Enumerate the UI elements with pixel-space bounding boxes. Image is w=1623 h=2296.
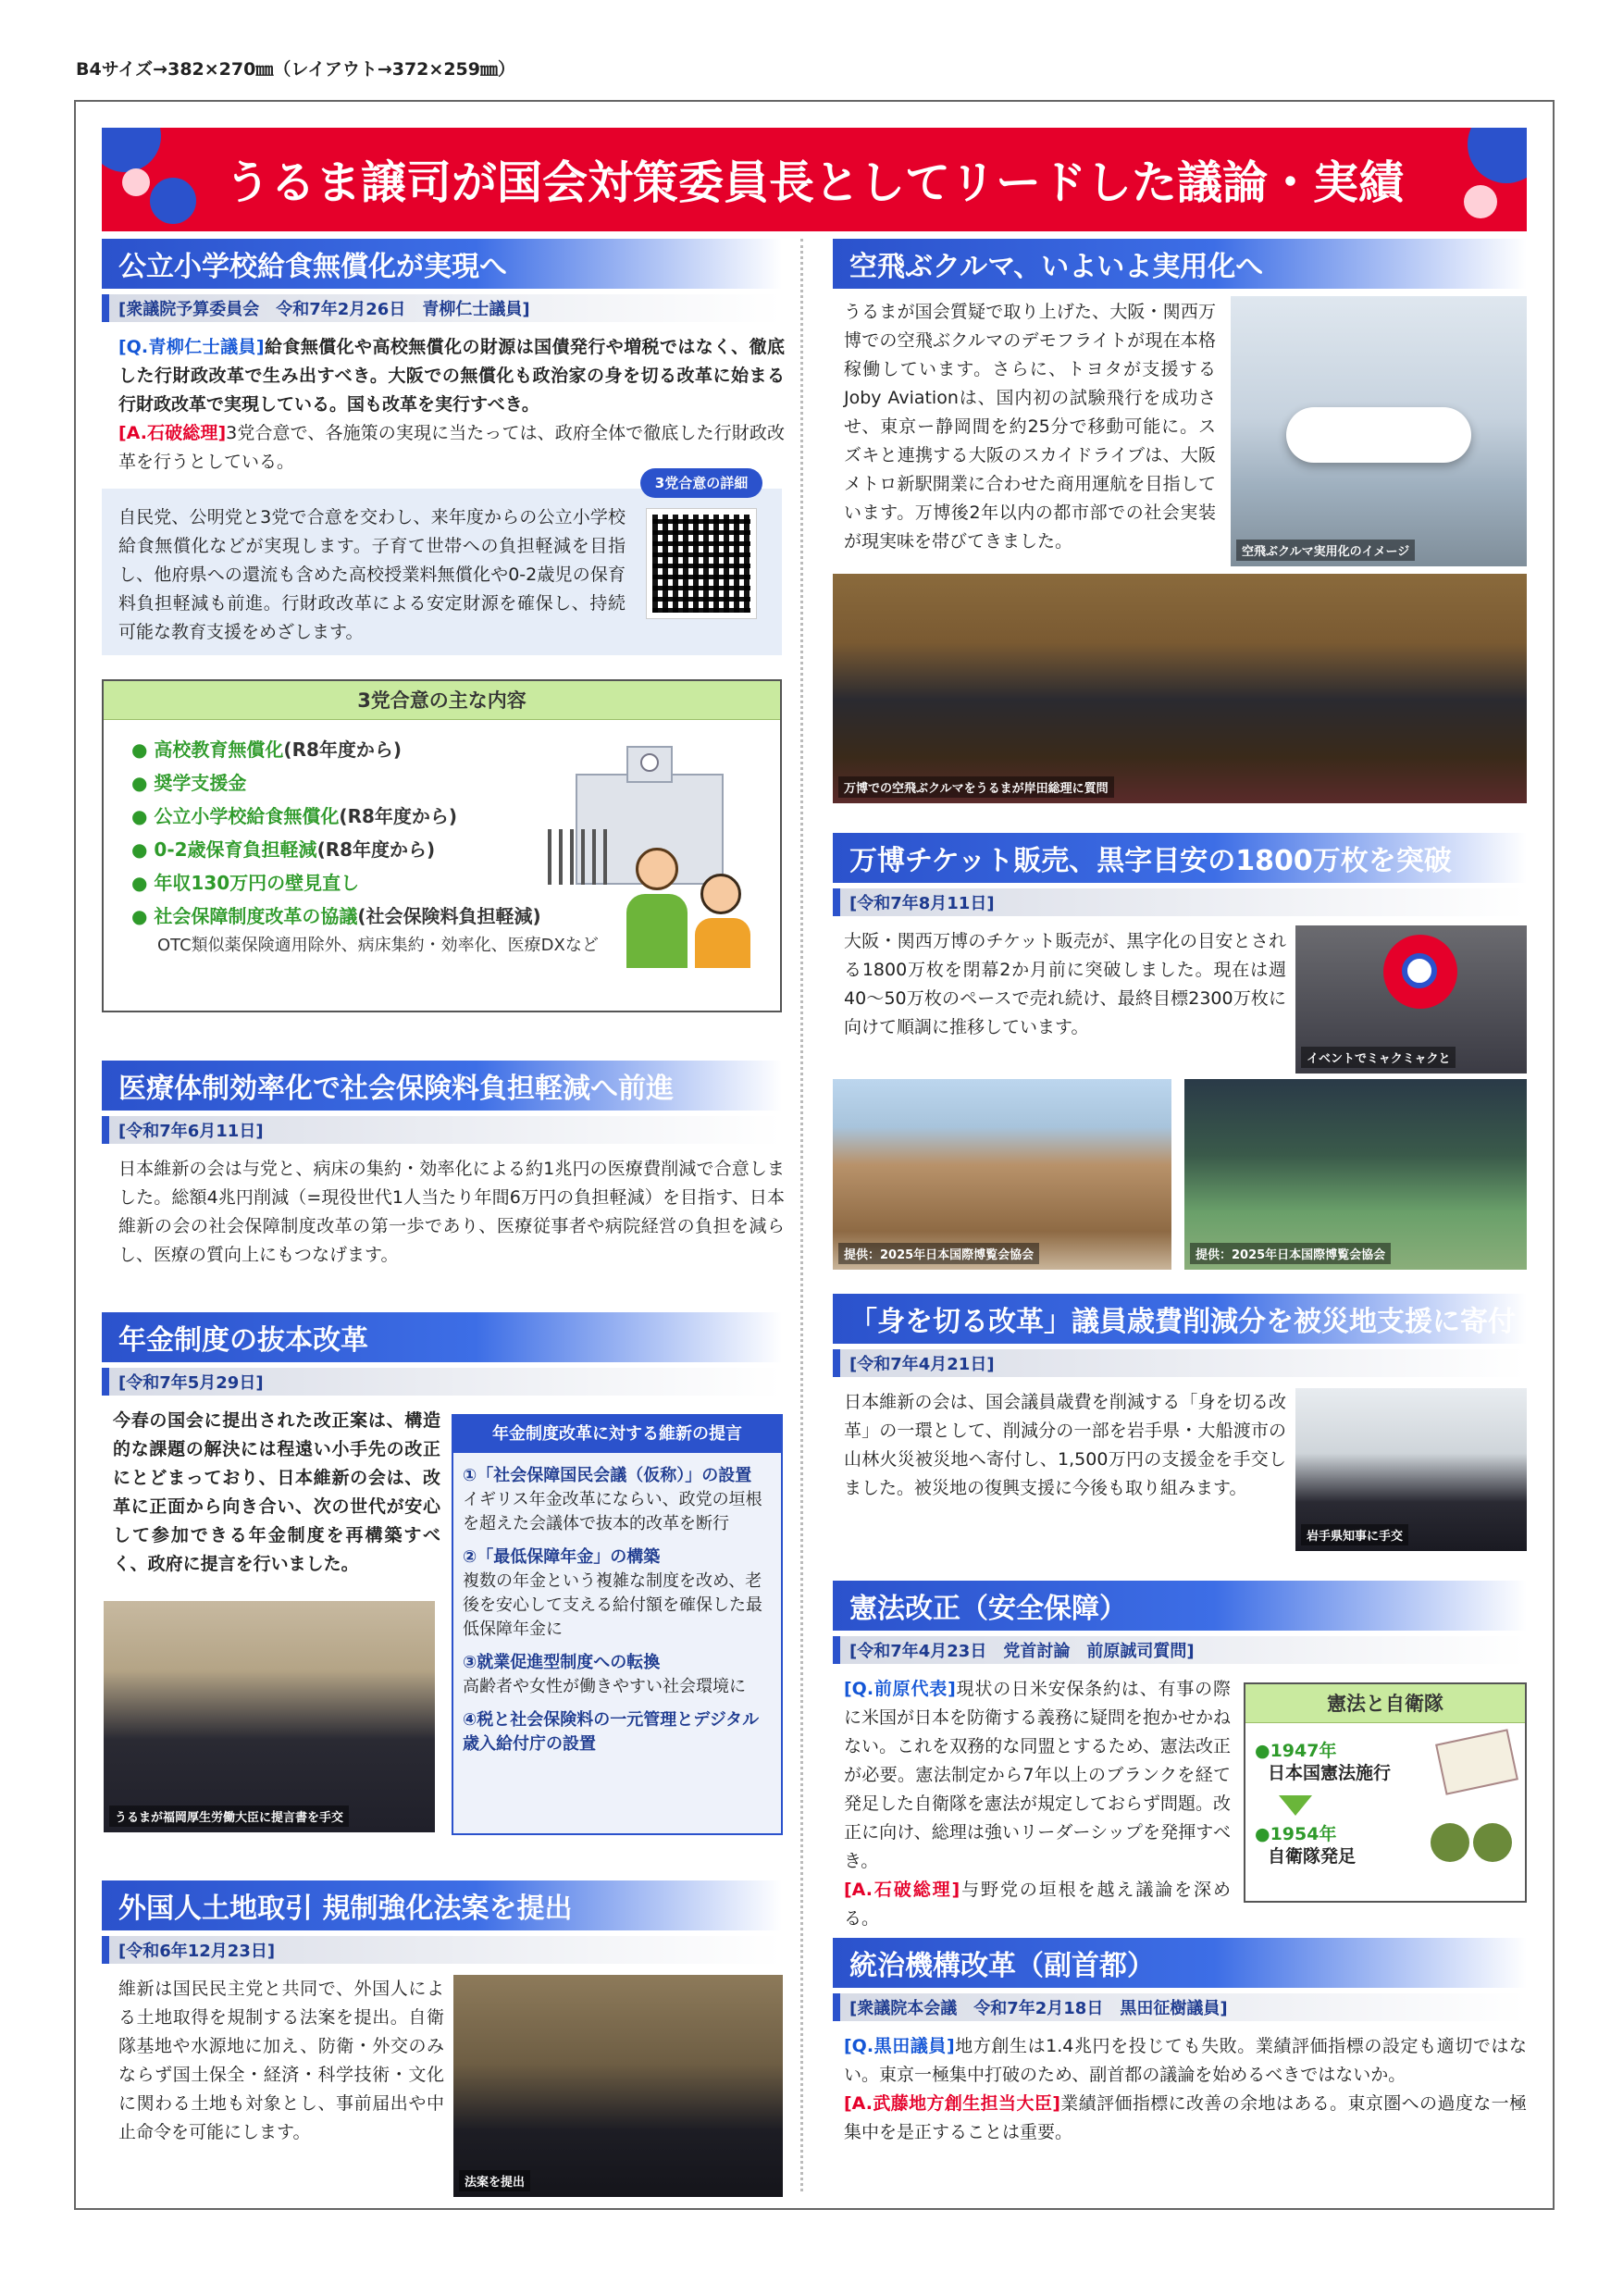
pension-photo xyxy=(104,1601,435,1832)
agreement-item: ● 社会保障制度改革の協議(社会保険料負担軽減) xyxy=(131,905,541,927)
pension-photo-caption: うるまが福岡厚生労働大臣に提言書を手交 xyxy=(109,1806,349,1827)
banner-circle-decoration xyxy=(1464,185,1497,218)
expo-ring-credit: 提供：2025年日本国際博覧会協会 xyxy=(838,1243,1039,1264)
donation-photo-caption: 岩手県知事に手交 xyxy=(1301,1524,1408,1545)
question-label: [Q.前原代表] xyxy=(844,1679,956,1699)
banner-circle-decoration xyxy=(102,128,161,172)
expo-tickets-body: 大阪・関西万博のチケット販売が、黒字化の目安とされる1800万枚を閉幕2か月前に突破しました。現在は週40〜50万枚のペースで売れ続け、最終目標2300万枚に向けて順調に推移しています。 xyxy=(844,931,1286,1037)
qr-label: 3党合意の詳細 xyxy=(640,468,762,498)
banner-circle-decoration xyxy=(150,178,196,224)
school-lunch-qa xyxy=(118,333,785,477)
agreement-item: ● 奨学支援金 xyxy=(131,772,247,794)
agreement-note: OTC類似薬保険適用除外、病床集約・効率化、医療DXなど xyxy=(157,936,599,955)
donation-title: 「身を切る改革」議員歳費削減分を被災地支援に寄付 xyxy=(833,1294,1527,1344)
answer-label: [A.石破総理] xyxy=(844,1880,960,1900)
pension-proposal-box xyxy=(452,1414,783,1835)
school-lunch-subheading: [衆議院予算委員会 令和7年2月26日 青柳仁士議員] xyxy=(102,294,782,322)
timeline-1954: ●1954年 自衛隊発足 xyxy=(1255,1824,1357,1867)
pension-proposal-title: 年金制度改革に対する維新の提言 xyxy=(453,1416,781,1453)
agreement-box xyxy=(102,679,782,1012)
expo-event-credit: 提供：2025年日本国際博覧会協会 xyxy=(1190,1243,1391,1264)
governance-qa xyxy=(844,2032,1527,2147)
banner-circle-decoration xyxy=(1468,128,1527,183)
pension-body: 今春の国会に提出された改正案は、構造的な課題の解決には程遠い小手先の改正にとどまっており、日本維新の会は、改革に正面から向き合い、次の世代が安心して参加できる年金制度を再構築すべく、政府に提言を行いました。 xyxy=(113,1410,440,1574)
flying-car-icon xyxy=(1286,407,1471,463)
donation-subheading: [令和7年4月21日] xyxy=(833,1349,1527,1377)
proposal-item: ③就業促進型制度への転換 高齢者や女性が働きやすい社会環境に xyxy=(463,1653,746,1696)
question-text: 現状の日米安保条約は、有事の際に米国が日本を防衛する義務に疑問を抱かせかねない。これを双務的な同盟とするため、憲法改正が必要。憲法制定から7年以上のブランクを経て発足した自衛隊を憲法が規定しておらず問題。改正に向け、総理は強いリーダーシップを発揮すべき。 xyxy=(844,1679,1232,1871)
medical-title: 医療体制効率化で社会保険料負担軽減へ前進 xyxy=(102,1061,782,1111)
pension-title: 年金制度の抜本改革 xyxy=(102,1312,782,1362)
expo-event-photo xyxy=(1184,1079,1527,1270)
medical-subheading: [令和7年6月11日] xyxy=(102,1116,782,1144)
page-size-note: B4サイズ→382×270㎜（レイアウト→372×259㎜） xyxy=(76,59,515,80)
agreement-item: ● 公立小学校給食無償化(R8年度から) xyxy=(131,805,458,827)
foreign-land-photo xyxy=(453,1975,783,2197)
soldier-icon xyxy=(1473,1823,1512,1862)
constitution-subheading: [令和7年4月23日 党首討論 前原誠司質問] xyxy=(833,1636,1527,1664)
flying-car-photo-caption: 空飛ぶクルマ実用化のイメージ xyxy=(1236,540,1415,561)
answer-label: [A.石破総理] xyxy=(118,423,227,443)
flying-car-title: 空飛ぶクルマ、いよいよ実用化へ xyxy=(833,239,1527,289)
constitution-document-icon xyxy=(1435,1729,1518,1794)
agreement-item: ● 高校教育無償化(R8年度から) xyxy=(131,738,403,761)
answer-label: [A.武藤地方創生担当大臣] xyxy=(844,2093,1060,2114)
main-banner xyxy=(102,128,1527,231)
pension-subheading: [令和7年5月29日] xyxy=(102,1368,782,1396)
qr-code-block xyxy=(640,468,762,650)
myakumyaku-photo-caption: イベントでミャクミャクと xyxy=(1301,1047,1456,1068)
expo-tickets-title: 万博チケット販売、黒字目安の1800万枚を突破 xyxy=(833,833,1527,883)
donation-body: 日本維新の会は、国会議員歳費を削減する「身を切る改革」の一環として、削減分の一部を岩手県・大船渡市の山林火災被災地へ寄付し、1,500万円の支援金を手交しました。被災地の復興支援に今後も取り組みます。 xyxy=(844,1392,1286,1498)
foreign-land-body: 維新は国民民主党と共同で、外国人による土地取得を規制する法案を提出。自衛隊基地や水源地に加え、防衛・外交のみならず国土保全・経済・科学技術・文化に関わる土地も対象とし、事前届出や中止命令を可能にします。 xyxy=(118,1979,444,2142)
governance-title: 統治機構改革（副首都） xyxy=(833,1938,1527,1988)
medical-body: 日本維新の会は与党と、病床の集約・効率化による約1兆円の医療費削減で合意しました。総額4兆円削減（=現役世代1人当たり年間6万円の負担軽減）を目指す、日本維新の会の社会保障制度改革の第一歩であり、医療従事者や病院経営の負担を減らし、医療の質向上にもつなげます。 xyxy=(118,1159,785,1265)
constitution-box xyxy=(1244,1682,1527,1903)
agreement-item: ● 年収130万円の壁見直し xyxy=(131,872,360,894)
question-text: 給食無償化や高校無償化の財源は国債発行や増税ではなく、徹底した行財政改革で生み出すべき。大阪での無償化も政治家の身を切る改革に始まる行財政改革で実現している。国も改革を実行すべき。 xyxy=(118,337,785,415)
foreign-land-title: 外国人土地取引 規制強化法案を提出 xyxy=(102,1880,782,1930)
constitution-title: 憲法改正（安全保障） xyxy=(833,1581,1527,1631)
question-text: 地方創生は1.4兆円を投じても失敗。業績評価指標の設定も適切ではない。東京一極集中打破のため、副首都の議論を始めるべきではないか。 xyxy=(844,2036,1528,2085)
flying-car-photo xyxy=(1231,296,1527,566)
proposal-item: ②「最低保障年金」の構築 複数の年金という複雑な制度を改め、老後を安心して支える給付額を確保した最低保障年金に xyxy=(463,1547,762,1639)
answer-text: 与野党の垣根を越え議論を深める。 xyxy=(844,1880,1231,1929)
foreign-land-photo-caption: 法案を提出 xyxy=(459,2170,530,2191)
expo-ring-photo xyxy=(833,1079,1171,1270)
answer-text: 業績評価指標に改善の余地はある。東京圏への過度な一極集中を是正することは重要。 xyxy=(844,2093,1527,2142)
constitution-box-title: 憲法と自衛隊 xyxy=(1245,1684,1525,1723)
flying-car-body: うるまが国会質疑で取り上げた、大阪・関西万博での空飛ぶクルマのデモフライトが現在本格稼働しています。さらに、トヨタが支援するJoby Aviationは、国内初の試験飛行を成功させ、東京ー静岡間を約25分で移動可能に。スズキと連携する大阪のスカイドライブは、大阪メトロ新駅開業に合わせた商用運航を目指しています。万博後2年以内の都市部での社会実装が現実味を帯びてきました。 xyxy=(844,302,1216,552)
foreign-land-subheading: [令和6年12月23日] xyxy=(102,1936,782,1964)
donation-photo xyxy=(1295,1388,1527,1551)
myakumyaku-photo xyxy=(1295,925,1527,1074)
qr-code-icon[interactable] xyxy=(647,509,756,618)
proposal-item: ④税と社会保険料の一元管理とデジタル歳入給付庁の設置 xyxy=(463,1710,760,1754)
proposal-item: ①「社会保障国民会議（仮称）」の設置 イギリス年金改革にならい、政党の垣根を超えた会議体で抜本的改革を断行 xyxy=(463,1466,762,1533)
diet-session-photo-caption: 万博での空飛ぶクルマをうるまが岸田総理に質問 xyxy=(838,776,1114,798)
agreement-item: ● 0-2歳保育負担軽減(R8年度から) xyxy=(131,838,436,861)
diet-session-photo xyxy=(833,574,1527,803)
banner-circle-decoration xyxy=(122,168,150,196)
soldier-icon xyxy=(1431,1823,1469,1862)
column-divider xyxy=(800,239,803,2191)
question-label: [Q.黒田議員] xyxy=(844,2036,955,2056)
expo-tickets-subheading: [令和7年8月11日] xyxy=(833,888,1527,916)
constitution-qa xyxy=(844,1675,1231,1933)
answer-text: 3党合意で、各施策の実現に当たっては、政府全体で徹底した行財政改革を行うとしている。 xyxy=(118,423,785,472)
family-illustration-icon xyxy=(617,848,765,968)
school-lunch-title: 公立小学校給食無償化が実現へ xyxy=(102,239,782,289)
question-label: [Q.青柳仁士議員] xyxy=(118,337,265,357)
timeline-1947: ●1947年 日本国憲法施行 xyxy=(1255,1741,1392,1783)
mascot-eye-icon xyxy=(1402,953,1437,988)
banner-title: うるま譲司が国会対策委員長としてリードした議論・実績 xyxy=(224,156,1404,209)
school-lunch-body: 自民党、公明党と3党で合意を交わし、来年度からの公立小学校給食無償化などが実現します。子育て世帯への負担軽減を目指し、他府県への還流も含めた高校授業料無償化や0-2歳児の保育料負担軽減も前進。行財政改革による安定財源を確保し、持続可能な教育支援をめざします。 xyxy=(118,507,626,642)
agreement-box-title: 3党合意の主な内容 xyxy=(104,681,780,720)
governance-subheading: [衆議院本会議 令和7年2月18日 黒田征樹議員] xyxy=(833,1993,1527,2021)
arrow-down-icon xyxy=(1279,1795,1312,1816)
